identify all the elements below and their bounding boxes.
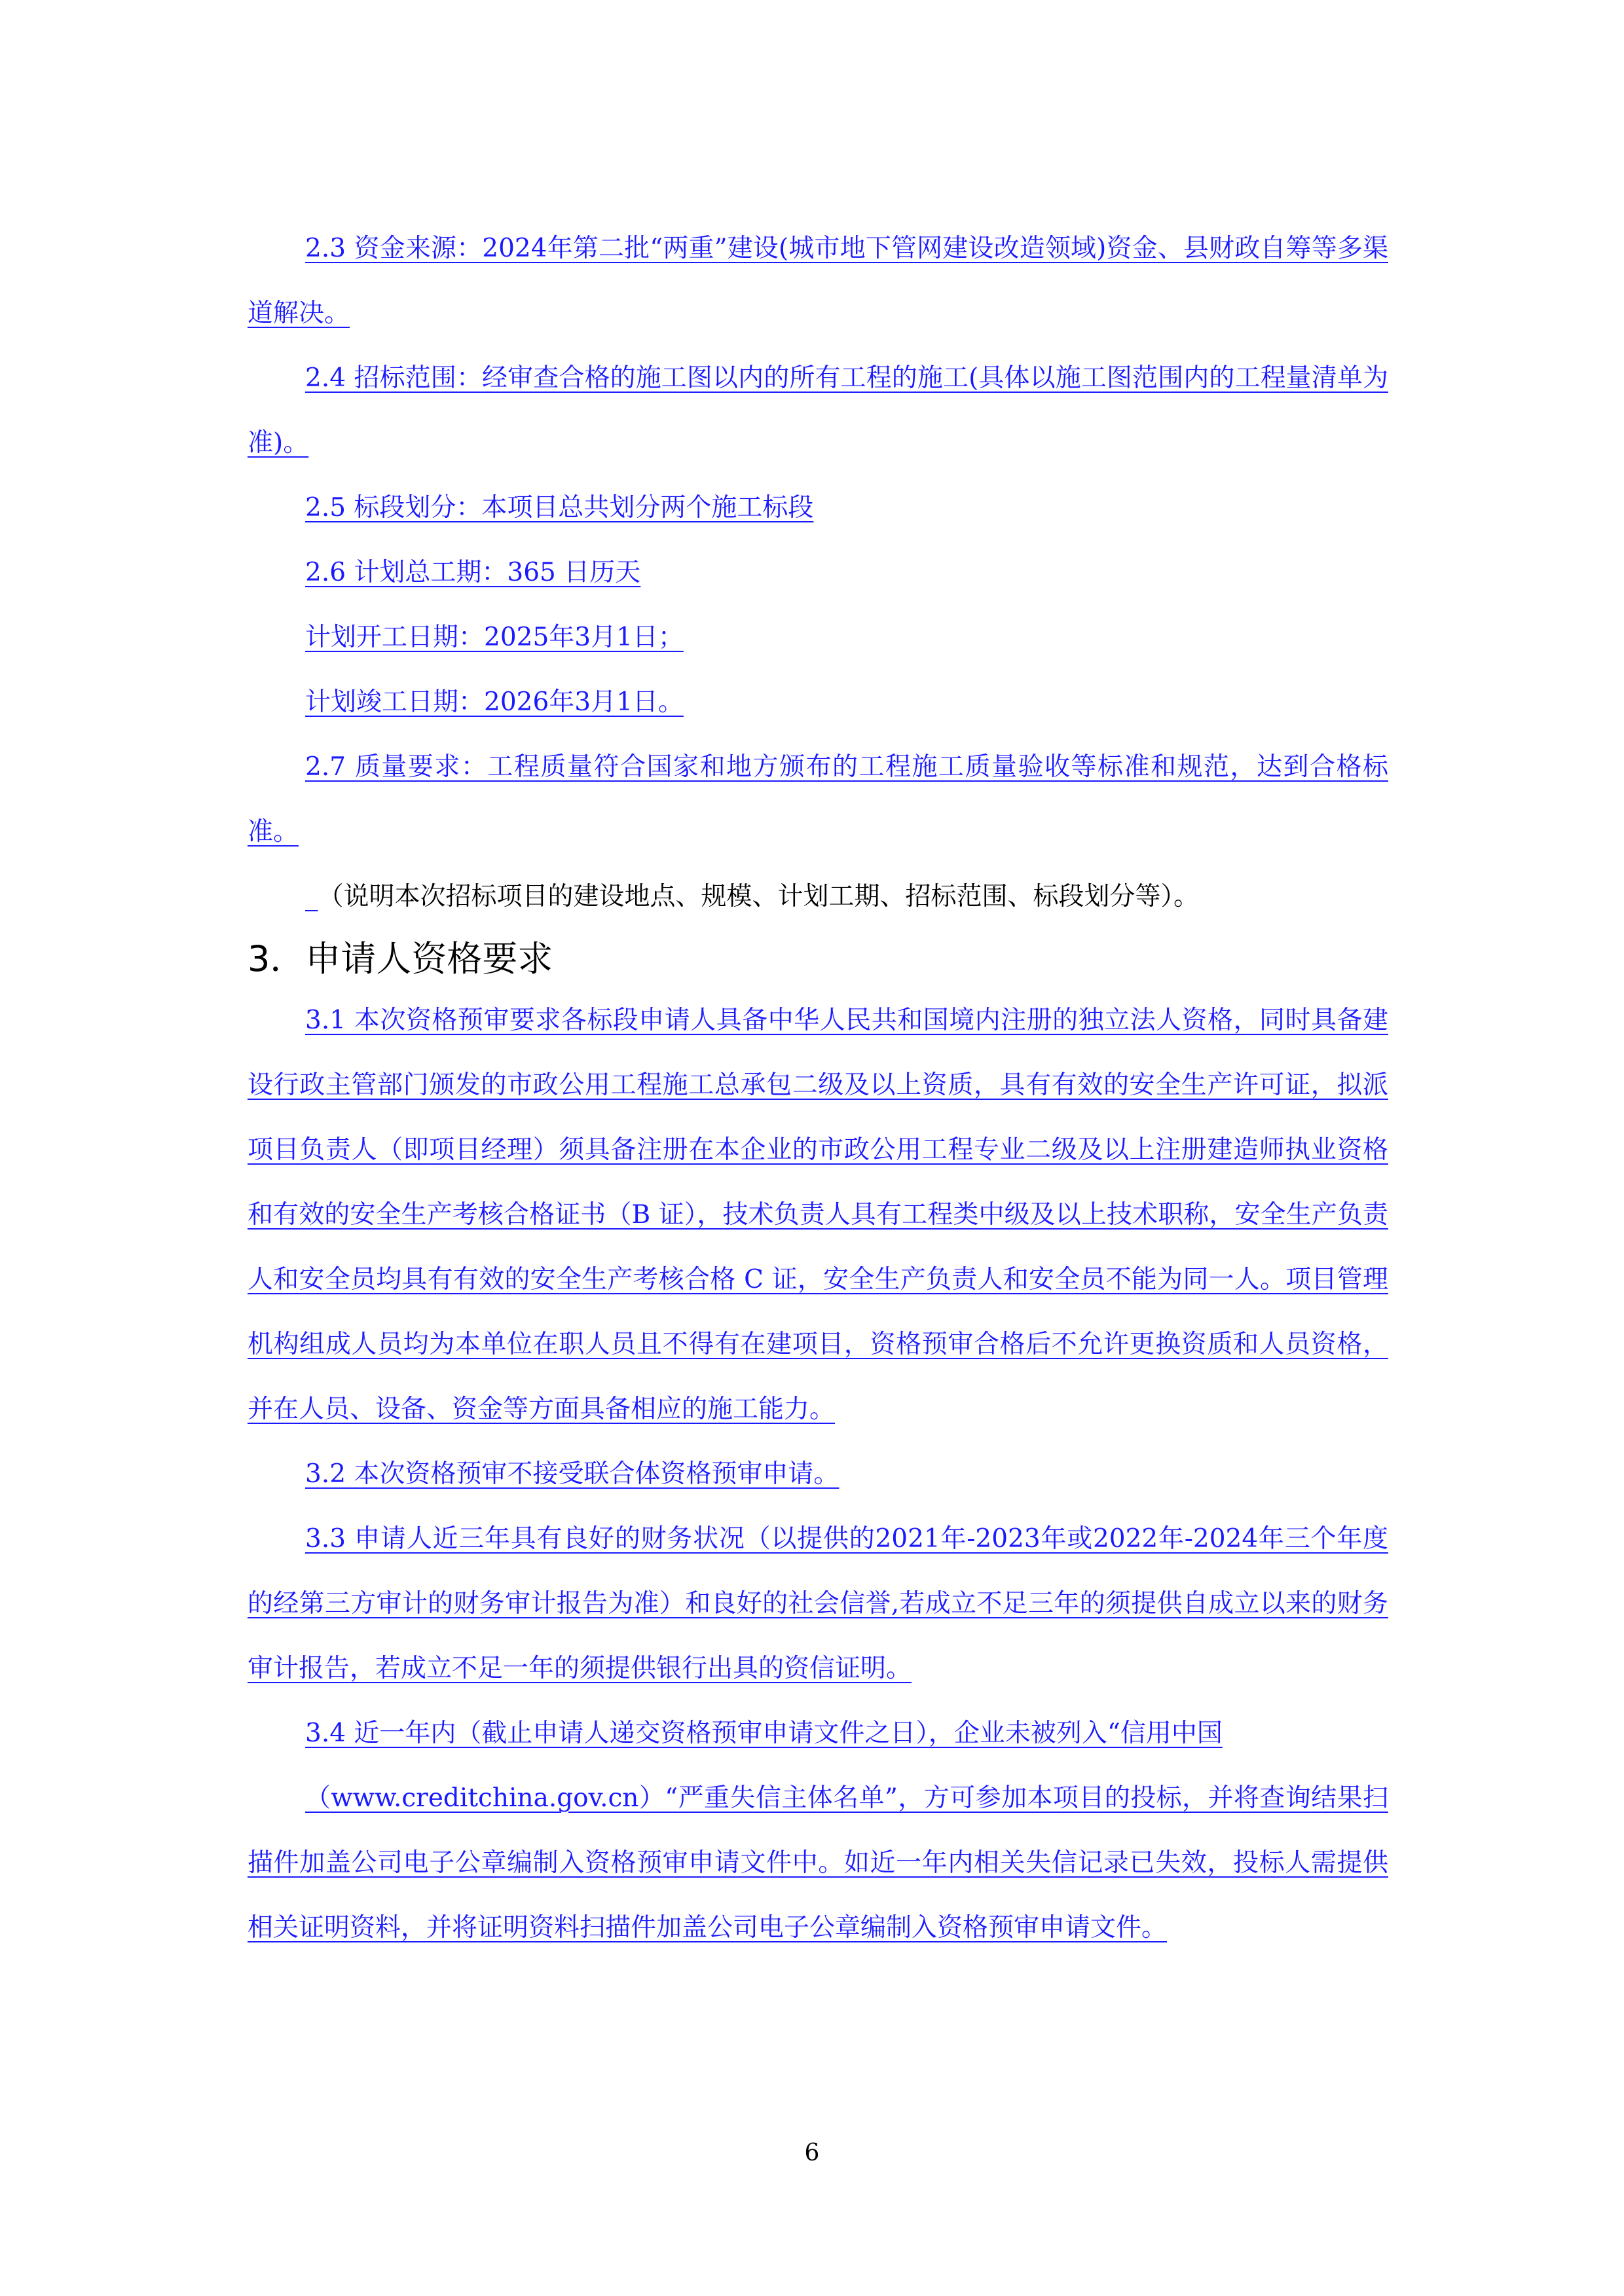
paragraph-end-date xyxy=(248,670,1388,735)
qualification-requirement-text: 3.1 本次资格预审要求各标段申请人具备中华人民共和国境内注册的独立法人资格，同时具备建设行政主管部门颁发的市政公用工程施工总承包二级及以上资质，具有有效的安全生产许可证，拟派项目负责人（即项目经理）须具备注册在本企业的市政公用工程专业二级及以上注册建造师执业资格和有效的安全生产考核合格证书（B 证），技术负责人具有工程类中级及以上技术职称，安全生产负责人和安全员均具有有效的安全生产考核合格 C 证，安全生产负责人和安全员不能为同一人。项目管理机构组成人员均为本单位在职人员且不得有在建项目，资格预审合格后不允许更换资质和人员资格，并在人员、设备、资金等方面具备相应的施工能力。 xyxy=(248,1006,1388,1424)
page-content xyxy=(248,216,1388,1960)
section-3-heading: 3．申请人资格要求 xyxy=(248,938,553,979)
total-duration-text: 2.6 计划总工期：365 日历天 xyxy=(305,558,641,587)
consortium-text: 3.2 本次资格预审不接受联合体资格预审申请。 xyxy=(305,1459,840,1489)
paragraph-3-1 xyxy=(248,988,1388,1442)
paragraph-3-4-continued xyxy=(248,1766,1388,1960)
paragraph-3-4 xyxy=(248,1701,1388,1766)
paragraph-2-4 xyxy=(248,346,1388,475)
end-date-text: 计划竣工日期：2026年3月1日。 xyxy=(305,687,684,717)
paragraph-2-5 xyxy=(248,475,1388,540)
paragraph-3-2 xyxy=(248,1442,1388,1506)
page-number: 6 xyxy=(804,2140,820,2166)
paragraph-2-6 xyxy=(248,540,1388,605)
start-date-text: 计划开工日期：2025年3月1日； xyxy=(305,623,684,652)
paragraph-2-7 xyxy=(248,735,1388,864)
paragraph-3-3 xyxy=(248,1506,1388,1701)
quality-requirement-text: 2.7 质量要求：工程质量符合国家和地方颁布的工程施工质量验收等标准和规范，达到合格标准。 xyxy=(248,752,1388,847)
paragraph-note xyxy=(248,864,1388,929)
paragraph-2-3 xyxy=(248,216,1388,346)
note-text: （说明本次招标项目的建设地点、规模、计划工期、招标范围、标段划分等）。 xyxy=(318,882,1200,911)
funding-source-text: 2.3 资金来源：2024年第二批“两重”建设(城市地下管网建设改造领域)资金、县财政自筹等多渠道解决。 xyxy=(248,234,1388,328)
paragraph-start-date xyxy=(248,605,1388,670)
credit-record-text: 3.4 近一年内（截止申请人递交资格预审申请文件之日），企业未被列入“信用中国 xyxy=(305,1719,1223,1748)
note-underline-blank: _ xyxy=(305,882,318,911)
credit-record-continued-text: （www.creditchina.gov.cn）“严重失信主体名单”，方可参加本项目的投标，并将查询结果扫描件加盖公司电子公章编制入资格预审申请文件中。如近一年内相关失信记录已失效，投标人需提供相关证明资料，并将证明资料扫描件加盖公司电子公章编制入资格预审申请文件。 xyxy=(248,1783,1388,1942)
section-division-text: 2.5 标段划分：本项目总共划分两个施工标段 xyxy=(305,493,814,522)
financial-status-text: 3.3 申请人近三年具有良好的财务状况（以提供的2021年-2023年或2022年-2024年三个年度的经第三方审计的财务审计报告为准）和良好的社会信誉,若成立不足三年的须提供自成立以来的财务审计报告，若成立不足一年的须提供银行出具的资信证明。 xyxy=(248,1524,1388,1683)
bidding-scope-text: 2.4 招标范围：经审查合格的施工图以内的所有工程的施工(具体以施工图范围内的工程量清单为准)。 xyxy=(248,363,1388,458)
